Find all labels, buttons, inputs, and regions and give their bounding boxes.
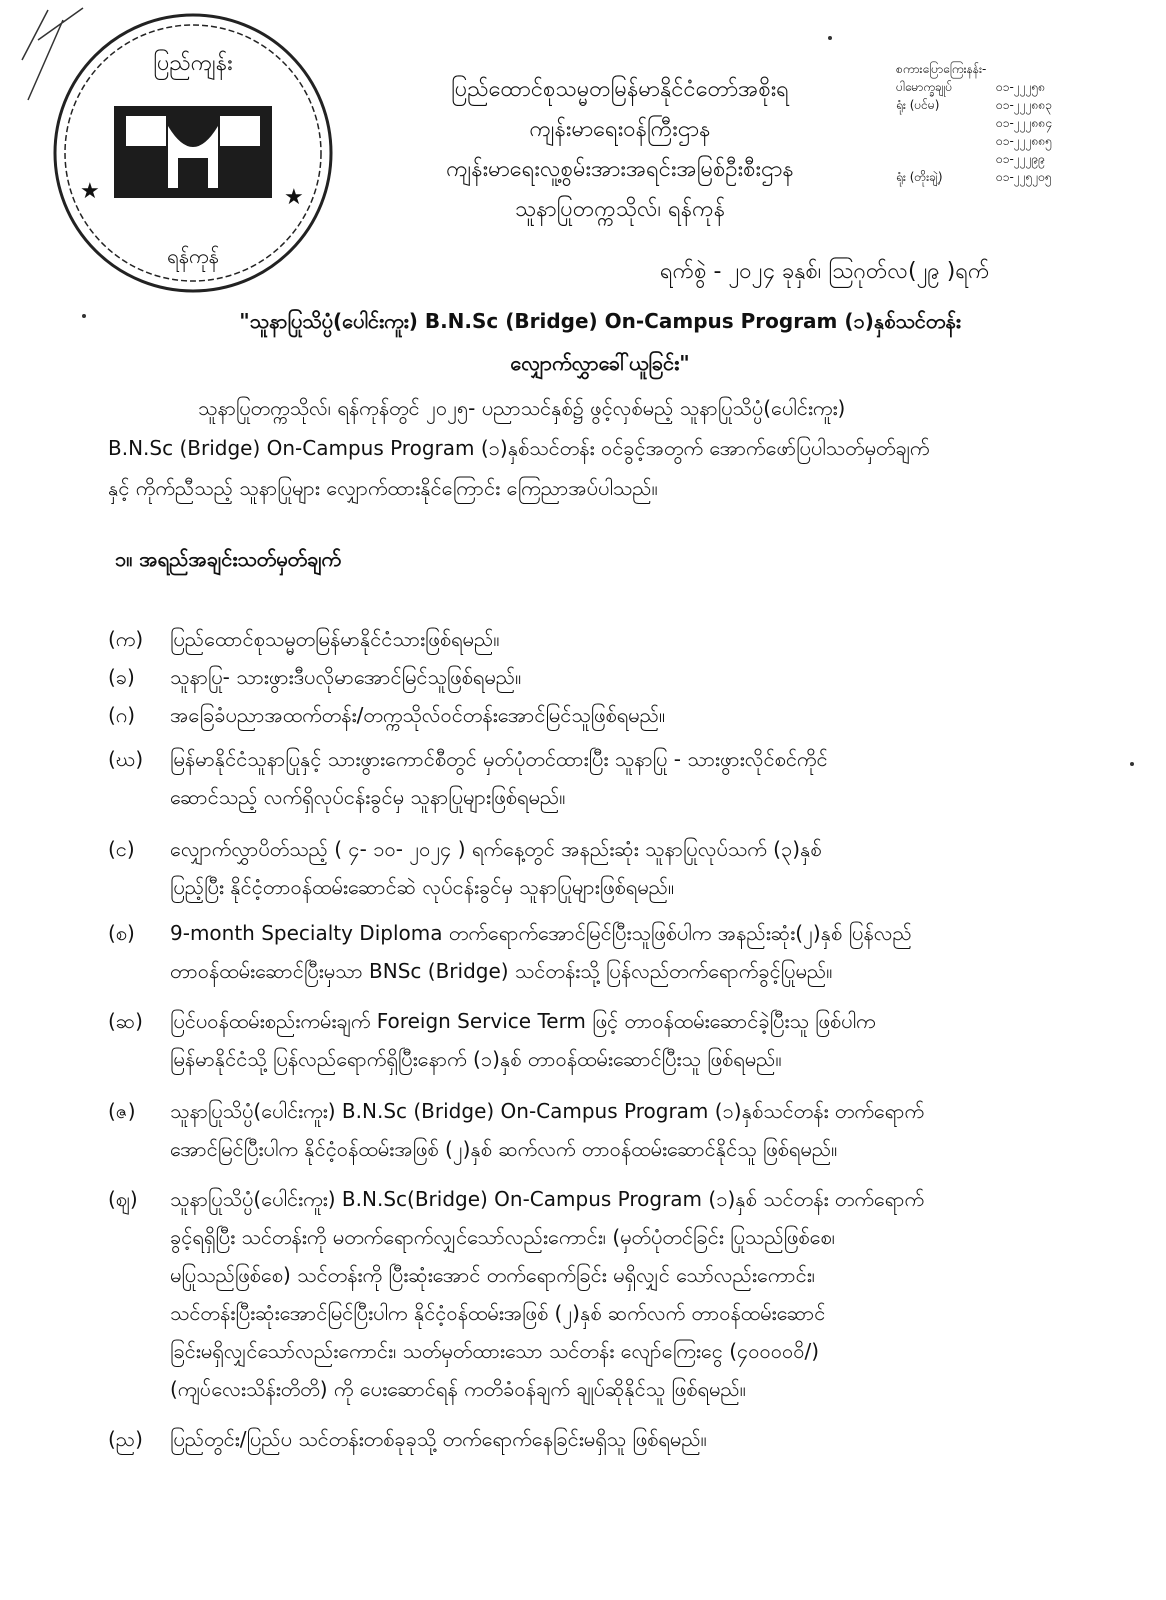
intro-line-1: သူနာပြုတက္ကသိုလ်၊ ရန်ကုန်တွင် ၂၀၂၅- ပညာသင်နှစ်၌ ဖွင့်လှစ်မည့် သူနာပြုသိပ္ပံ(ပေါင်းကူး): [198, 396, 846, 420]
item-marker: (စ): [108, 921, 135, 945]
item-line: သူနာပြုသိပ္ပံ(ပေါင်းကူး) B.N.Sc (Bridge) On-Campus Program (၁)နှစ်သင်တန်း တက်ရောက်: [170, 1099, 925, 1123]
item-line: သူနာပြု- သားဖွားဒီပလိုမာအောင်မြင်သူဖြစ်ရမည်။: [170, 665, 522, 689]
item-line: ခွင့်ရရှိပြီး သင်တန်းကို မတက်ရောက်လျှင်သော်လည်းကောင်း၊ (မှတ်ပုံတင်ခြင်း ပြုသည်ဖြစ်စေ၊: [170, 1225, 835, 1249]
item-line: ပြည်တွင်း/ပြည်ပ သင်တန်းတစ်ခုခုသို့ တက်ရောက်နေခြင်းမရှိသူ ဖြစ်ရမည်။: [170, 1427, 707, 1451]
phone-number: ၀၁-၂၂၂၈၈၄: [996, 116, 1052, 130]
seal-star-left: ★: [80, 179, 100, 204]
phone-number: ၀၁-၂၂၅၂၀၅: [996, 170, 1052, 184]
phone-row: [896, 96, 1116, 114]
item-line: ပြင်ပဝန်ထမ်းစည်းကမ်းချက် Foreign Service Term ဖြင့် တာဝန်ထမ်းဆောင်ခဲ့ပြီးသူ ဖြစ်ပါက: [170, 1009, 876, 1033]
item-line: ဆောင်သည့် လက်ရှိလုပ်ငန်းခွင်မှ သူနာပြုများဖြစ်ရမည်။: [170, 785, 566, 809]
item-marker: (က): [108, 627, 144, 651]
phone-block: [896, 60, 1116, 186]
intro-line-2: B.N.Sc (Bridge) On-Campus Program (၁)နှစ်သင်တန်း ဝင်ခွင့်အတွက် အောက်ဖော်ပြပါသတ်မှတ်ချက်: [108, 436, 930, 460]
phone-number: ၀၁-၂၂၂၈၈၃: [996, 98, 1052, 112]
phone-label: ရုံး (တိုးချဲ့): [896, 170, 943, 184]
item-line: 9-month Specialty Diploma တက်ရောက်အောင်မြင်ပြီးသူဖြစ်ပါက အနည်းဆုံး(၂)နှစ် ပြန်လည်: [170, 921, 912, 945]
header-line-university: သူနာပြုတက္ကသိုလ်၊ ရန်ကုန်: [514, 197, 726, 222]
phone-label: [896, 132, 996, 150]
scan-dot: [828, 36, 832, 40]
intro-line-3: နှင့် ကိုက်ညီသည့် သူနာပြုများ လျှောက်ထားနိုင်ကြောင်း ကြေညာအပ်ပါသည်။: [108, 476, 658, 500]
seal-bottom-text: ရန်ကုန်: [167, 244, 219, 268]
seal-star-right: ★: [284, 185, 304, 210]
phone-label: [896, 114, 996, 132]
phone-label: ပါမောက္ခချုပ်: [896, 80, 953, 94]
list-item: [108, 696, 1078, 734]
list-item: [108, 1420, 1078, 1458]
list-item: [108, 830, 1078, 906]
document-subject: [200, 300, 1000, 384]
item-line: သူနာပြုသိပ္ပံ(ပေါင်းကူး) B.N.Sc(Bridge) On-Campus Program (၁)နှစ် သင်တန်း တက်ရောက်: [170, 1187, 925, 1211]
phone-label: ရုံး (ပင်မ): [896, 98, 940, 112]
item-line: သင်တန်းပြီးဆုံးအောင်မြင်ပြီးပါက နိုင်ငံ့ဝန်ထမ်းအဖြစ် (၂)နှစ် ဆက်လက် တာဝန်ထမ်းဆောင်: [170, 1301, 826, 1325]
header-line-government: ပြည်ထောင်စုသမ္မတမြန်မာနိုင်ငံတော်အစိုးရ: [451, 77, 789, 102]
header-line-ministry: ကျန်းမာရေးဝန်ကြီးဌာန: [529, 117, 711, 142]
phone-number: ၀၁-၂၂၂၅၈: [996, 80, 1046, 94]
phone-row: [896, 78, 1116, 96]
item-line: အခြေခံပညာအထက်တန်း/တက္ကသိုလ်ဝင်တန်းအောင်မြင်သူဖြစ်ရမည်။: [170, 703, 665, 727]
item-line: ပြည့်ပြီး နိုင်ငံ့တာဝန်ထမ်းဆောင်ဆဲ လုပ်ငန်းခွင်မှ သူနာပြုများဖြစ်ရမည်။: [170, 875, 675, 899]
item-line: တာဝန်ထမ်းဆောင်ပြီးမှသာ BNSc (Bridge) သင်တန်းသို့ ပြန်လည်တက်ရောက်ခွင့်ပြုမည်။: [170, 959, 833, 983]
seal-top-text: ပြည်ကျန်း: [153, 51, 233, 76]
item-marker: (ဈ): [108, 1187, 138, 1211]
list-item: [108, 740, 1078, 816]
phone-number: ၀၁-၂၂၂၈၈၅: [996, 134, 1052, 148]
list-item: [108, 658, 1078, 696]
list-item: [108, 1002, 1078, 1078]
item-marker: (ဇ): [108, 1099, 136, 1123]
item-line: ခြင်းမရှိလျှင်သော်လည်းကောင်း၊ သတ်မှတ်ထားသော သင်တန်း လျော်ကြေးငွေ (၄၀၀၀၀၀ိ/): [170, 1339, 820, 1363]
item-line: မပြုသည်ဖြစ်စေ) သင်တန်းကို ပြီးဆုံးအောင် တက်ရောက်ခြင်း မရှိလျှင် သော်လည်းကောင်း၊: [170, 1263, 815, 1287]
document-date: ရက်စွဲ - ၂၀၂၄ ခုနှစ်၊ ဩဂုတ်လ(၂၉ )ရက်: [660, 259, 990, 284]
item-line: မြန်မာနိုင်ငံသို့ ပြန်လည်ရောက်ရှိပြီးနောက် (၁)နှစ် တာဝန်ထမ်းဆောင်ပြီးသူ ဖြစ်ရမည်။: [170, 1047, 782, 1071]
item-line: ပြည်ထောင်စုသမ္မတမြန်မာနိုင်ငံသားဖြစ်ရမည်။: [170, 627, 500, 651]
subject-line-1: "သူနာပြုသိပ္ပံ(ပေါင်းကူး) B.N.Sc (Bridge) On-Campus Program (၁)နှစ်သင်တန်း: [239, 309, 961, 333]
subject-line-2: လျှောက်လွှာခေါ်ယူခြင်း": [510, 351, 690, 375]
item-line: (ကျပ်လေးသိန်းတိတိ) ကို ပေးဆောင်ရန် ကတိခံဝန်ချက် ချုပ်ဆိုနိုင်သူ ဖြစ်ရမည်။: [170, 1377, 746, 1401]
phone-label: [896, 150, 996, 168]
list-item: [108, 914, 1078, 990]
phone-row: [896, 150, 1116, 168]
letterhead: [380, 70, 860, 230]
item-marker: (ဆ): [108, 1009, 143, 1033]
item-marker: (င): [108, 837, 135, 861]
item-marker: (ဂ): [108, 703, 136, 727]
phone-row: [896, 168, 1116, 186]
item-marker: (ခ): [108, 665, 135, 689]
section-title: ၁။ အရည်အချင်းသတ်မှတ်ချက်: [115, 547, 342, 571]
list-item: [108, 620, 1078, 658]
list-item: [108, 1092, 1078, 1168]
item-line: မြန်မာနိုင်ငံသူနာပြုနှင့် သားဖွားကောင်စီတွင် မှတ်ပုံတင်ထားပြီး သူနာပြု - သားဖွားလိုင်စင်ကိုင်: [170, 747, 828, 771]
list-item: [108, 1180, 1078, 1408]
phone-row: [896, 114, 1116, 132]
item-line: အောင်မြင်ပြီးပါက နိုင်ငံ့ဝန်ထမ်းအဖြစ် (၂)နှစ် ဆက်လက် တာဝန်ထမ်းဆောင်နိုင်သူ ဖြစ်ရမည်။: [170, 1137, 838, 1161]
pen-scratch-mark: [18, 0, 88, 110]
intro-paragraph: [108, 388, 1068, 508]
scan-dot: [1130, 762, 1134, 766]
item-marker: (ည): [108, 1427, 143, 1451]
header-line-department: ကျန်းမာရေးလူ့စွမ်းအားအရင်းအမြစ်ဦးစီးဌာန: [446, 157, 794, 182]
item-line: လျှောက်လွှာပိတ်သည့် ( ၄- ၁၀- ၂၀၂၄ ) ရက်နေ့တွင် အနည်းဆုံး သူနာပြုလုပ်သက် (၃)နှစ်: [170, 837, 822, 861]
phone-title: စကားပြောကြေးနန်း-: [896, 62, 987, 76]
scan-dot: [82, 314, 86, 318]
phone-number: ၀၁-၂၂၂၉၉: [996, 152, 1046, 166]
phone-row: [896, 132, 1116, 150]
item-marker: (ဃ): [108, 747, 144, 771]
